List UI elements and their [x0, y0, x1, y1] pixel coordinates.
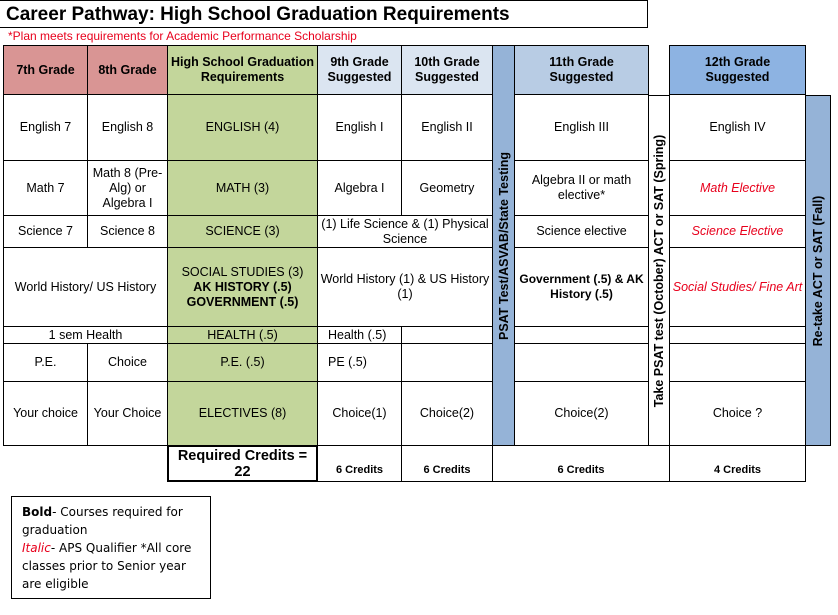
- header-hs-requirements-label: High School Graduation Requirements: [170, 55, 315, 84]
- english-9-text: English I: [335, 120, 384, 134]
- english-7-text: English 7: [19, 120, 72, 134]
- english-12-text: English IV: [709, 120, 766, 134]
- electives-12-text: Choice ?: [712, 406, 763, 420]
- english-10: [401, 94, 493, 161]
- science-9-10: [317, 215, 493, 248]
- health-7-8-text: 1 sem Health: [48, 327, 123, 342]
- retake-act-sat-strip: [805, 95, 831, 446]
- math-9: [317, 160, 402, 216]
- health-9: [317, 326, 402, 344]
- math-requirement-text: MATH (3): [215, 180, 270, 195]
- english-11-text: English III: [554, 120, 609, 134]
- math-11-text: Algebra II or math elective*: [531, 173, 632, 202]
- english-9: [317, 94, 402, 161]
- title-box: [0, 0, 648, 28]
- header-7th-grade-label: 7th Grade: [16, 62, 75, 77]
- psat-state-testing-label: PSAT Test/ASVAB/State Testing: [496, 151, 511, 340]
- english-8-text: English 8: [101, 120, 154, 134]
- header-11th-grade-label: 11th Grade Suggested: [549, 55, 614, 84]
- science-11-text: Science elective: [536, 224, 627, 238]
- electives-7: [3, 381, 88, 446]
- math-11: [514, 160, 649, 216]
- legend-italic-term: Italic: [22, 541, 51, 555]
- science-12-text: Science Elective: [691, 224, 784, 238]
- pe-11: [514, 343, 649, 382]
- pe-8-text: Choice: [108, 355, 147, 369]
- pe-requirement-text: P.E. (.5): [220, 355, 265, 369]
- social-11-text: Government (.5) & AK History (.5): [519, 272, 644, 301]
- math-7-text: Math 7: [26, 180, 65, 195]
- pe-7: [3, 343, 88, 382]
- pe-10: [401, 343, 493, 382]
- pe-9: [317, 343, 402, 382]
- math-12-text: Math Elective: [699, 180, 776, 195]
- pe-7-text: P.E.: [34, 355, 57, 369]
- psat-sat-strip: [648, 95, 670, 446]
- english-10-text: English II: [421, 120, 473, 134]
- electives-10-text: Choice(2): [419, 406, 475, 420]
- required-credits: [167, 445, 318, 482]
- electives-9: [317, 381, 402, 446]
- retake-act-sat-label: Re-take ACT or SAT (Fall): [811, 195, 825, 346]
- science-9-10-text: (1) Life Science & (1) Physical Science: [321, 216, 489, 246]
- science-requirement-text: SCIENCE (3): [205, 224, 280, 238]
- header-8th-grade-label: 8th Grade: [98, 62, 157, 77]
- psat-sat-label: Take PSAT test (October) ACT or SAT (Spring): [652, 134, 666, 407]
- header-7th-grade: [3, 45, 88, 95]
- electives-7-text: Your choice: [13, 406, 78, 420]
- math-10: [401, 160, 493, 216]
- social-requirement-line3: GOVERNMENT (.5): [186, 294, 299, 309]
- health-12: [669, 326, 806, 344]
- header-11th-grade: [514, 45, 649, 95]
- math-7: [3, 160, 88, 216]
- credits-11-text: 6 Credits: [557, 464, 605, 476]
- header-9th-grade-label: 9th Grade Suggested: [327, 55, 392, 84]
- pe-requirement: [167, 343, 318, 382]
- credits-12: [669, 445, 806, 482]
- electives-11: [514, 381, 649, 446]
- social-requirement: [167, 247, 318, 327]
- english-12: [669, 94, 806, 161]
- electives-requirement: [167, 381, 318, 446]
- legend-bold-desc: - Courses required for graduation: [22, 505, 183, 537]
- science-requirement: [167, 215, 318, 248]
- english-8: [87, 94, 168, 161]
- social-9-10: [317, 247, 493, 327]
- legend-italic: [22, 539, 200, 593]
- english-requirement: [167, 94, 318, 161]
- header-9th-grade: [317, 45, 402, 95]
- credits-11: [492, 445, 670, 482]
- health-10: [401, 326, 493, 344]
- science-8-text: Science 8: [100, 224, 155, 238]
- page-title: Career Pathway: High School Graduation Requirements: [6, 4, 510, 25]
- health-requirement-text: HEALTH (.5): [207, 327, 278, 342]
- math-12: [669, 160, 806, 216]
- science-7: [3, 215, 88, 248]
- credits-12-text: 4 Credits: [713, 464, 762, 476]
- electives-8: [87, 381, 168, 446]
- legend-bold-term: Bold: [22, 505, 53, 519]
- credits-9-text: 6 Credits: [335, 464, 384, 476]
- health-requirement: [167, 326, 318, 344]
- math-requirement: [167, 160, 318, 216]
- social-9-10-text: World History (1) & US History (1): [320, 272, 490, 301]
- english-11: [514, 94, 649, 161]
- health-7-8: [3, 326, 168, 344]
- english-requirement-text: ENGLISH (4): [205, 120, 280, 134]
- page-subtitle: *Plan meets requirements for Academic Performance Scholarship: [8, 29, 357, 43]
- electives-requirement-text: ELECTIVES (8): [198, 406, 287, 420]
- social-7-8: [3, 247, 168, 327]
- required-credits-text: Required Credits = 22: [177, 447, 308, 480]
- credits-10-text: 6 Credits: [423, 464, 471, 476]
- header-12th-grade: [669, 45, 806, 95]
- social-requirement-line1: SOCIAL STUDIES (3): [181, 264, 304, 279]
- english-7: [3, 94, 88, 161]
- health-11: [514, 326, 649, 344]
- science-8: [87, 215, 168, 248]
- pe-12: [669, 343, 806, 382]
- electives-8-text: Your Choice: [93, 406, 162, 420]
- health-9-text: Health (.5): [328, 327, 387, 342]
- pe-8: [87, 343, 168, 382]
- math-8-text: Math 8 (Pre-Alg) or Algebra I: [92, 165, 163, 210]
- science-12: [669, 215, 806, 248]
- science-7-text: Science 7: [18, 224, 73, 238]
- math-9-text: Algebra I: [334, 180, 385, 195]
- header-10th-grade-label: 10th Grade Suggested: [414, 55, 480, 84]
- math-10-text: Geometry: [419, 180, 475, 195]
- electives-11-text: Choice(2): [554, 406, 609, 420]
- header-8th-grade: [87, 45, 168, 95]
- electives-10: [401, 381, 493, 446]
- header-hs-requirements: [167, 45, 318, 95]
- psat-state-testing-strip: [492, 45, 515, 446]
- social-7-8-text: World History/ US History: [14, 279, 157, 294]
- legend-bold: [22, 503, 200, 539]
- science-11: [514, 215, 649, 248]
- electives-12: [669, 381, 806, 446]
- header-12th-grade-label: 12th Grade Suggested: [704, 55, 771, 84]
- social-11: [514, 247, 649, 327]
- math-8: [87, 160, 168, 216]
- credits-10: [401, 445, 493, 482]
- social-12: [669, 247, 806, 327]
- credits-9: [317, 445, 402, 482]
- legend-italic-desc: - APS Qualifier *All core classes prior to Senior year are eligible: [22, 541, 192, 591]
- social-12-text: Social Studies/ Fine Art: [672, 279, 803, 294]
- legend-box: [11, 496, 211, 599]
- header-10th-grade: [401, 45, 493, 95]
- pe-9-text: PE (.5): [328, 355, 367, 369]
- electives-9-text: Choice(1): [332, 406, 387, 420]
- social-requirement-line2: AK HISTORY (.5): [193, 279, 292, 294]
